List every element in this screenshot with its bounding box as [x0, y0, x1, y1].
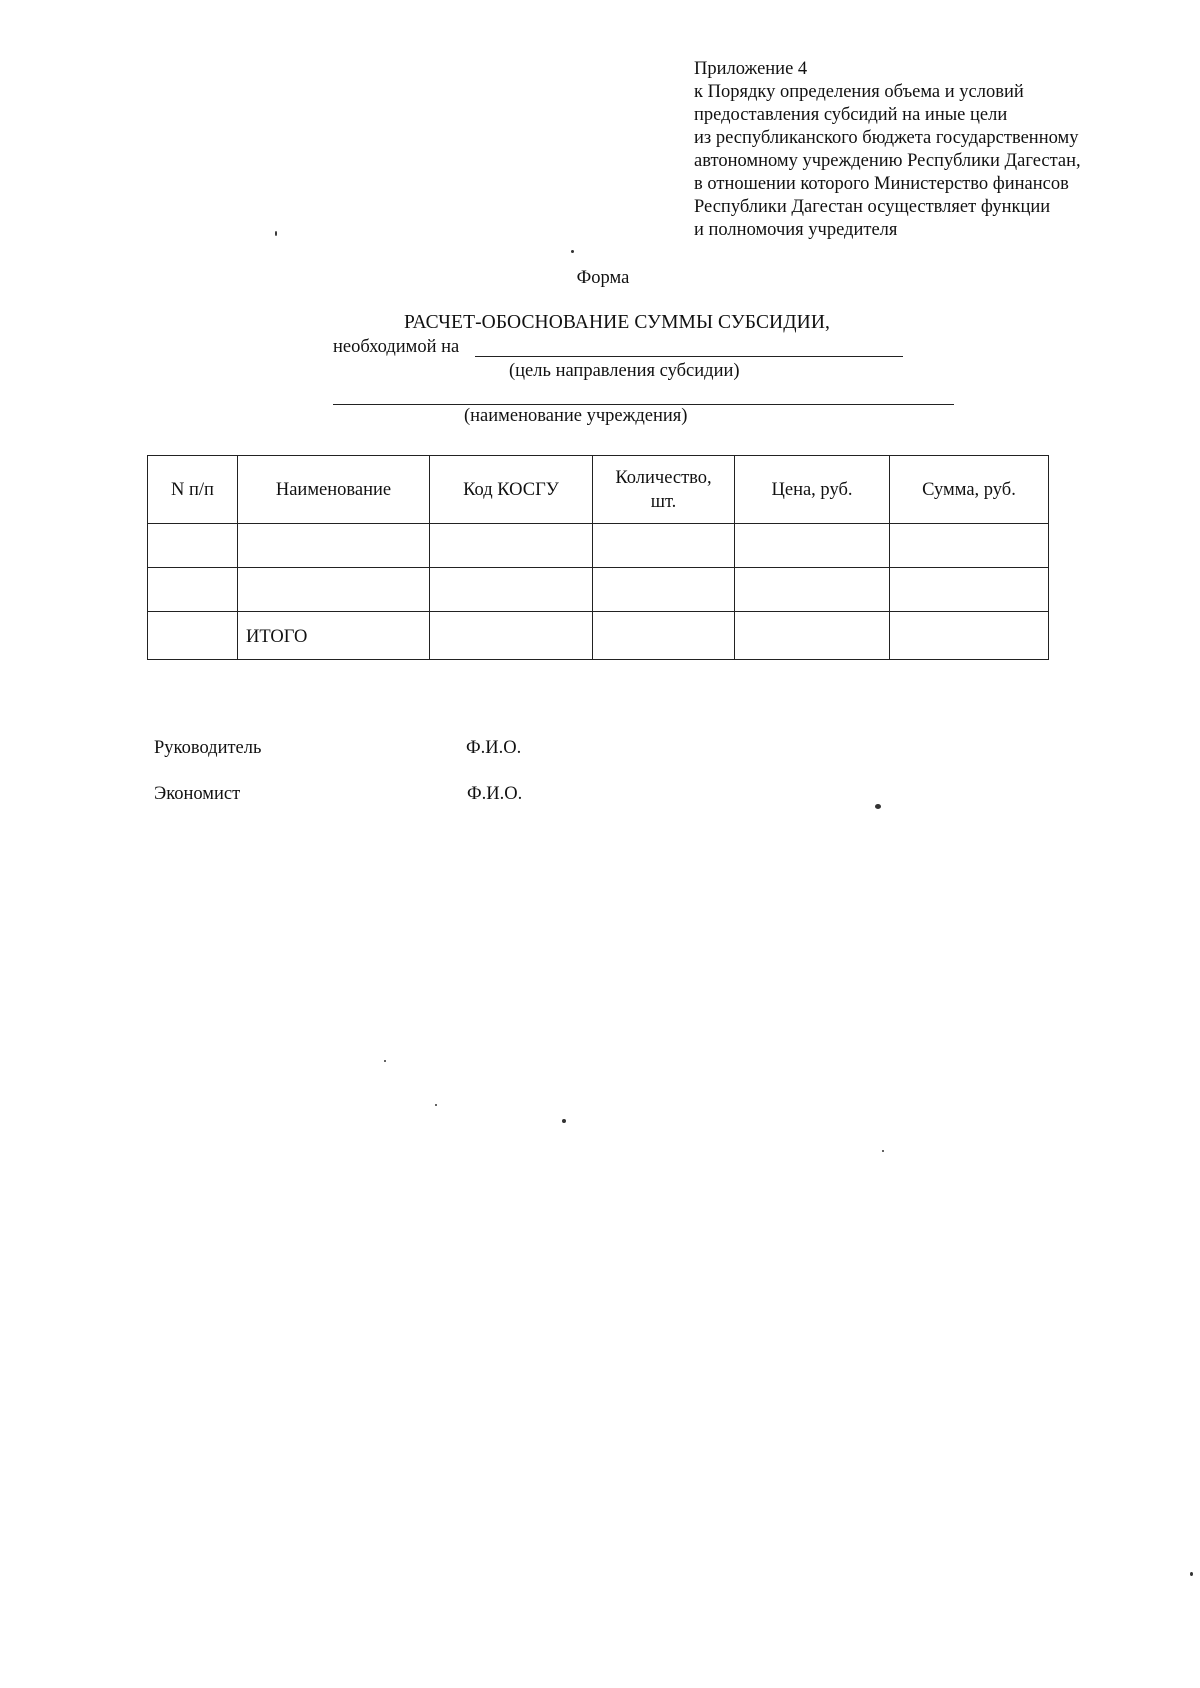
annex-line: к Порядку определения объема и условий: [694, 82, 1024, 102]
scan-speck: [882, 1150, 884, 1152]
annex-line: и полномочия учредителя: [694, 220, 898, 240]
header-name: Наименование: [238, 456, 430, 524]
header-quantity: Количество, шт.: [593, 456, 735, 524]
table-cell[interactable]: [430, 612, 593, 660]
annex-line: из республиканского бюджета государственному: [694, 128, 1079, 148]
table-cell[interactable]: [593, 612, 735, 660]
calculation-table: [147, 455, 1049, 660]
purpose-caption: (цель направления субсидии): [509, 361, 740, 381]
table-row: [148, 524, 1049, 568]
signature-role-economist: Экономист: [154, 784, 241, 804]
needed-for-label: необходимой на: [333, 337, 460, 357]
total-label: ИТОГО: [238, 612, 430, 660]
total-row: [148, 612, 1049, 660]
table-cell[interactable]: [735, 612, 890, 660]
table-cell[interactable]: [890, 524, 1049, 568]
scan-speck: [571, 250, 574, 253]
annex-block: [694, 58, 1134, 242]
table-cell[interactable]: [430, 524, 593, 568]
scan-speck: [875, 804, 881, 809]
table-cell[interactable]: [148, 524, 238, 568]
table-row: [148, 568, 1049, 612]
table-cell[interactable]: [735, 524, 890, 568]
table-cell[interactable]: [593, 568, 735, 612]
header-number: N п/п: [148, 456, 238, 524]
institution-caption: (наименование учреждения): [464, 406, 688, 426]
annex-line: в отношении которого Министерство финансов: [694, 174, 1069, 194]
table-cell[interactable]: [735, 568, 890, 612]
table-cell[interactable]: [238, 568, 430, 612]
scan-speck: [562, 1119, 566, 1123]
header-sum: Сумма, руб.: [890, 456, 1049, 524]
institution-fill-line: [333, 404, 954, 405]
table-cell[interactable]: [148, 612, 238, 660]
signature-role-head: Руководитель: [154, 738, 262, 758]
table-cell[interactable]: [430, 568, 593, 612]
signature-name-head: Ф.И.О.: [466, 738, 522, 758]
table-header-row: [148, 456, 1049, 524]
scan-speck: [275, 231, 277, 236]
annex-line: предоставления субсидий на иные цели: [694, 105, 1008, 125]
table-cell[interactable]: [593, 524, 735, 568]
table-cell[interactable]: [148, 568, 238, 612]
annex-line: автономному учреждению Республики Дагестан,: [694, 151, 1081, 171]
signature-name-economist: Ф.И.О.: [467, 784, 523, 804]
annex-line: Республики Дагестан осуществляет функции: [694, 197, 1051, 217]
table-cell[interactable]: [238, 524, 430, 568]
header-kosgu: Код КОСГУ: [430, 456, 593, 524]
table-cell[interactable]: [890, 568, 1049, 612]
document-title: РАСЧЕТ-ОБОСНОВАНИЕ СУММЫ СУБСИДИИ,: [404, 312, 830, 333]
form-label: Форма: [576, 268, 630, 288]
purpose-fill-line: [475, 356, 903, 357]
header-price: Цена, руб.: [735, 456, 890, 524]
scan-speck: [435, 1104, 437, 1106]
annex-line: Приложение 4: [694, 59, 808, 79]
table-cell[interactable]: [890, 612, 1049, 660]
scan-speck: [384, 1060, 386, 1062]
scan-speck: [1190, 1572, 1193, 1576]
